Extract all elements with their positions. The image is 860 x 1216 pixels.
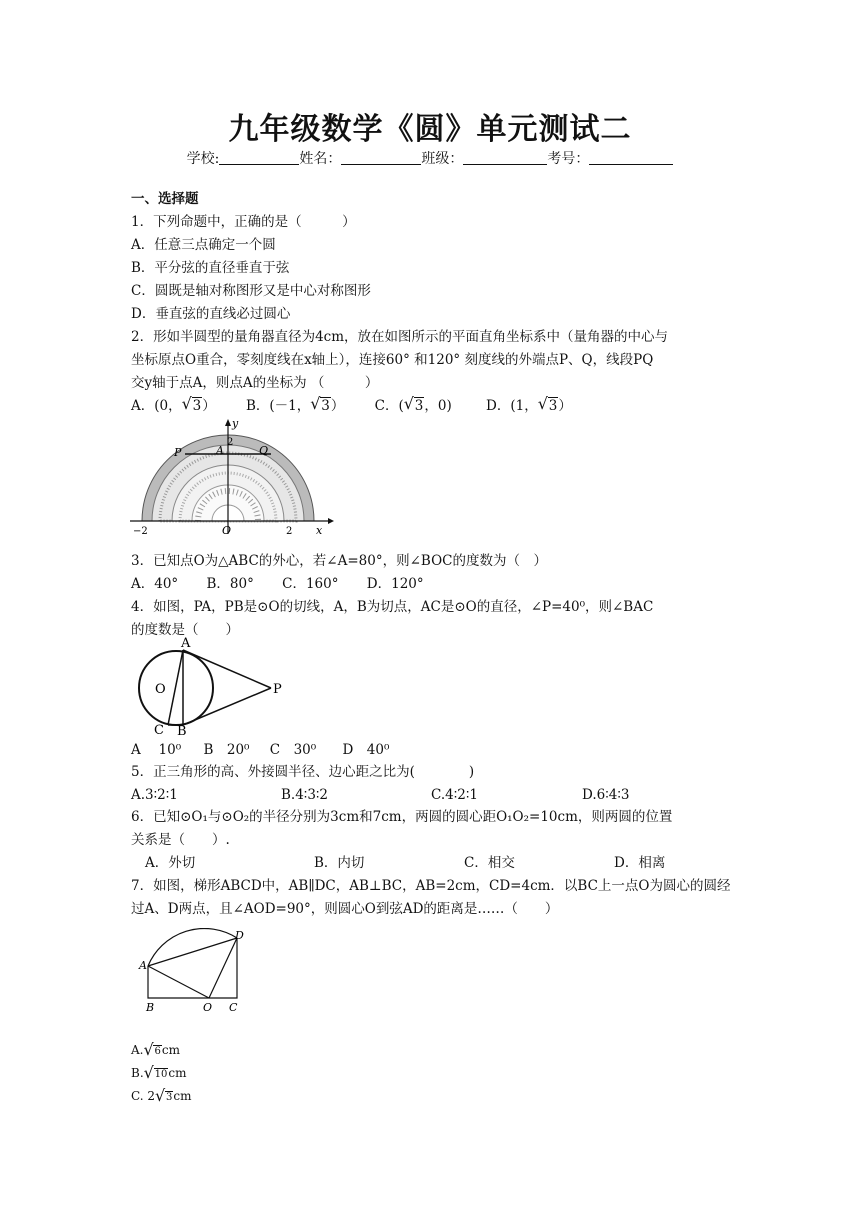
point-c-label: C (229, 1001, 238, 1014)
q7-option-b-prefix: B. (131, 1066, 144, 1080)
q1-stem: 1．下列命题中，正确的是（ ） (131, 214, 356, 230)
page-title: 九年级数学《圆》单元测试二 (228, 112, 632, 147)
q6-option-a: A．外切 (145, 855, 196, 871)
q4-option-c: C 30⁰ (269, 742, 317, 758)
section-heading: 一、选择题 (131, 191, 199, 207)
point-q-label: Q (259, 444, 269, 457)
point-a-label: A (216, 444, 224, 457)
q5-option-c: C.4∶2∶1 (431, 787, 478, 803)
q6-stem-line1: 6．已知⊙O₁与⊙O₂的半径分别为3cm和7cm，两圆的圆心距O₁O₂=10cm，则两圆的位置 (131, 809, 673, 825)
q2-stem-line2: 坐标原点O重合，零刻度线在x轴上），连接60° 和120° 刻度线的外端点P、Q，线段PQ (131, 352, 654, 368)
point-c-label: C (154, 723, 164, 736)
q7-option-a (131, 1041, 180, 1061)
point-p-label: P (273, 682, 282, 697)
exam-no-label: 考号： (547, 151, 590, 167)
point-a-label: A (139, 959, 147, 972)
q2-option-c-radicand: 3 (414, 398, 424, 414)
q5-options (131, 786, 629, 804)
point-a-label: A (181, 636, 191, 651)
q5-option-b: B.4∶3∶2 (281, 787, 329, 803)
q3-option-c: C．160° (282, 576, 339, 592)
x-axis-arrow-icon (328, 518, 334, 524)
sqrt-sign (538, 397, 559, 415)
y-axis-label: y (232, 418, 239, 430)
point-d-label: D (235, 929, 244, 942)
q2-option-b-radicand: 3 (321, 398, 330, 414)
q4-tangent-figure (134, 636, 284, 736)
q3-option-b: B．80° (206, 576, 254, 592)
q4-option-a: A 10⁰ (131, 742, 182, 758)
school-field[interactable] (219, 150, 299, 165)
y-axis-arrow-icon (225, 419, 231, 426)
q5-option-a: A.3∶2∶1 (131, 787, 178, 803)
sqrt-sign (144, 1066, 169, 1084)
q2-option-a (131, 397, 216, 415)
q1-option-d: D．垂直弦的直线必过圆心 (131, 306, 291, 322)
arc-ad (148, 928, 237, 966)
q2-option-a-suffix: ） (202, 398, 216, 414)
tangent-pb (183, 688, 271, 725)
point-b-label: B (177, 724, 187, 736)
tick-label-2-top: 2 (227, 437, 234, 448)
q7-stem-line2: 过A、D两点，且∠AOD=90°，则圆心O到弦AD的距离是……（ ） (131, 901, 559, 917)
q3-option-d: D．120° (366, 576, 424, 592)
q7-option-b-suffix: cm (168, 1066, 187, 1080)
q2-option-b-prefix: B．(－1， (246, 398, 311, 414)
name-label: 姓名： (299, 151, 342, 167)
sqrt-sign (404, 397, 425, 415)
school-label: 学校: (186, 151, 220, 167)
q6-option-c: C．相交 (464, 855, 515, 871)
q2-options (131, 397, 572, 415)
q2-stem-line1: 2．形如半圆型的量角器直径为4cm，放在如图所示的平面直角坐标系中（量角器的中心与 (131, 329, 669, 345)
tick-label-pos2: 2 (286, 526, 293, 536)
q7-option-b (131, 1064, 186, 1084)
q3-option-a: A．40° (131, 576, 179, 592)
sqrt-sign (310, 397, 331, 415)
q7-stem-line1: 7．如图，梯形ABCD中，AB∥DC，AB⊥BC，AB=2cm，CD=4cm．以BC上一点O为圆心的圆经 (131, 878, 731, 894)
class-field[interactable] (463, 150, 547, 165)
q7-option-a-suffix: cm (161, 1043, 180, 1057)
point-o-label: O (203, 1001, 213, 1014)
q3-options (131, 575, 424, 593)
q2-option-d-suffix: ） (558, 398, 572, 414)
q6-option-b: B．内切 (314, 855, 365, 871)
point-b-label: B (146, 1001, 155, 1014)
point-p-label: P (174, 446, 182, 459)
q7-option-a-prefix: A. (131, 1043, 144, 1057)
q1-option-b: B．平分弦的直径垂直于弦 (131, 260, 290, 276)
q2-stem-line3: 交y轴于点A，则点A的坐标为 （ ） (131, 375, 379, 391)
q2-option-d (486, 397, 572, 415)
tick-label-neg2: −2 (133, 526, 148, 536)
segment-ao (148, 966, 209, 998)
sqrt-sign (182, 397, 203, 415)
q7-option-c-suffix: cm (173, 1089, 192, 1103)
q6-stem-line2: 关系是（ ）. (131, 832, 230, 848)
q2-option-a-prefix: A．(0， (131, 398, 182, 414)
q6-option-d: D．相离 (614, 855, 666, 871)
q1-option-c: C．圆既是轴对称图形又是中心对称图形 (131, 283, 371, 299)
q4-option-d: D 40⁰ (342, 742, 390, 758)
sqrt-sign (143, 1043, 161, 1061)
q2-protractor-figure (128, 418, 334, 536)
tangent-pa (183, 650, 271, 688)
q2-option-c-suffix: ，0) (424, 398, 452, 414)
q2-option-c (375, 397, 452, 415)
q2-option-d-prefix: D．(1， (486, 398, 538, 414)
x-axis-label: x (316, 524, 323, 536)
q7-option-c (131, 1087, 192, 1107)
diameter-ac (168, 650, 183, 725)
q5-stem: 5．正三角形的高、外接圆半径、边心距之比为( ) (131, 764, 475, 780)
q5-option-d: D.6∶4∶3 (582, 787, 630, 803)
center-o-label: O (155, 682, 166, 697)
sqrt-sign (155, 1089, 173, 1107)
q4-stem-line1: 4．如图，PA，PB是⊙O的切线，A，B为切点，AC是⊙O的直径，∠P=40⁰，则∠BAC (131, 599, 654, 615)
q4-options (131, 741, 389, 759)
q7-option-a-radicand: 6 (154, 1046, 161, 1057)
q7-trapezoid-figure (136, 928, 254, 1014)
student-info-line (0, 148, 860, 168)
segment-od (209, 938, 237, 998)
q2-option-c-prefix: C．( (374, 398, 404, 414)
origin-label: O (222, 524, 232, 536)
q7-option-c-prefix: C. 2 (131, 1089, 156, 1103)
q4-option-b: B 20⁰ (203, 742, 250, 758)
q1-option-a: A．任意三点确定一个圆 (131, 237, 276, 253)
q2-option-b (246, 397, 344, 415)
q7-option-c-radicand: 3 (166, 1092, 173, 1103)
q7-option-b-radicand: 10 (154, 1069, 168, 1080)
q6-options (145, 854, 665, 872)
class-label: 班级： (421, 151, 464, 167)
exam-no-field[interactable] (589, 150, 673, 165)
segment-ad (148, 938, 237, 966)
q2-option-b-suffix: ） (330, 398, 345, 414)
q2-option-a-radicand: 3 (192, 398, 202, 414)
q4-stem-line2: 的度数是（ ） (131, 622, 239, 638)
q2-option-d-radicand: 3 (548, 398, 558, 414)
q3-stem: 3．已知点O为△ABC的外心，若∠A=80°，则∠BOC的度数为（ ） (131, 553, 547, 569)
name-field[interactable] (341, 150, 421, 165)
